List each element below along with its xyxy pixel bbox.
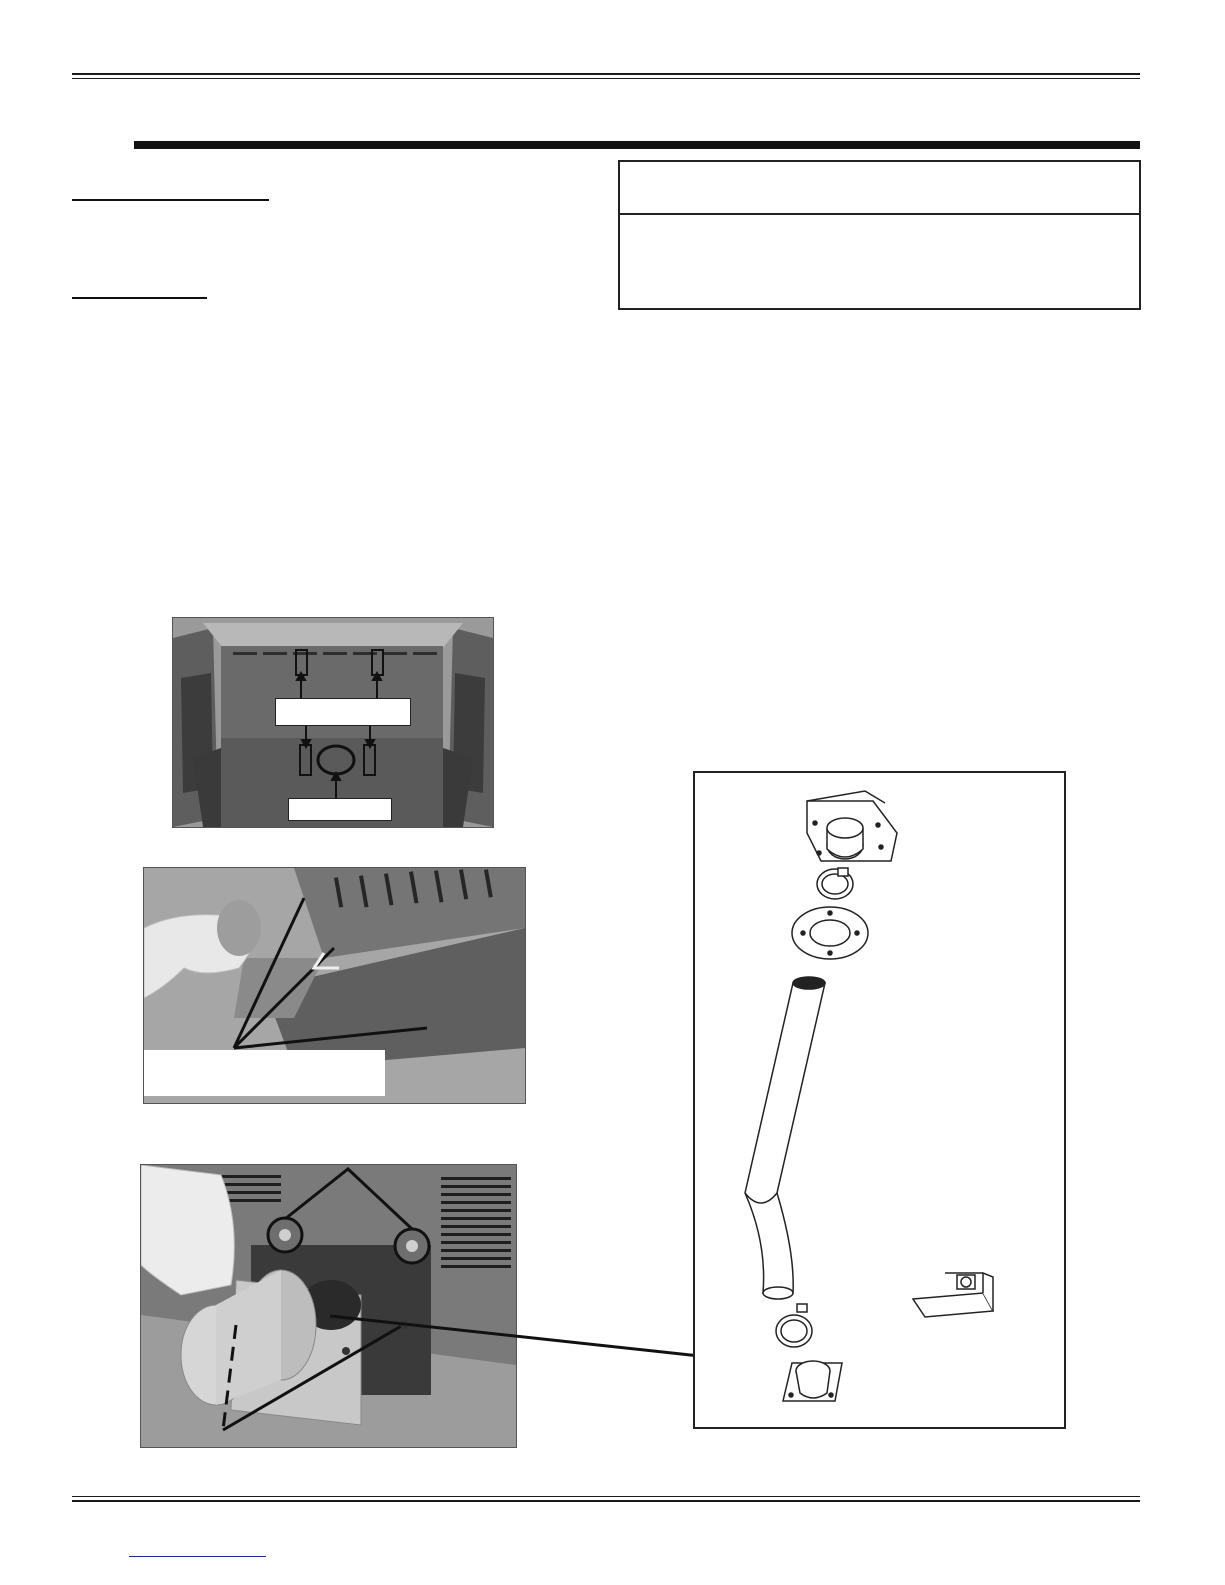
left-heading-1-underline: [72, 199, 269, 201]
exploded-view-drawing: [695, 773, 1064, 1427]
photo-2-label: [144, 1050, 385, 1096]
photo-panel-removal: [143, 867, 526, 1104]
footer-rule-bottom: [72, 1500, 1140, 1502]
header-rule-bottom: [72, 78, 1140, 79]
photo-1-label-lower: [288, 798, 392, 821]
section-bar: [134, 141, 1140, 149]
photo-stove-rear: [172, 617, 494, 828]
left-heading-2-underline: [72, 297, 207, 299]
photo-1-label-upper: [275, 698, 411, 726]
exploded-view-box: [693, 771, 1066, 1429]
callout-header: [630, 174, 1129, 202]
callout-divider: [620, 213, 1139, 215]
footer-link[interactable]: [129, 1556, 266, 1557]
header-rule-top: [72, 73, 1140, 75]
footer-rule-top: [72, 1496, 1140, 1497]
callout-box: [618, 160, 1141, 310]
photo-adapter-install: [140, 1164, 517, 1448]
